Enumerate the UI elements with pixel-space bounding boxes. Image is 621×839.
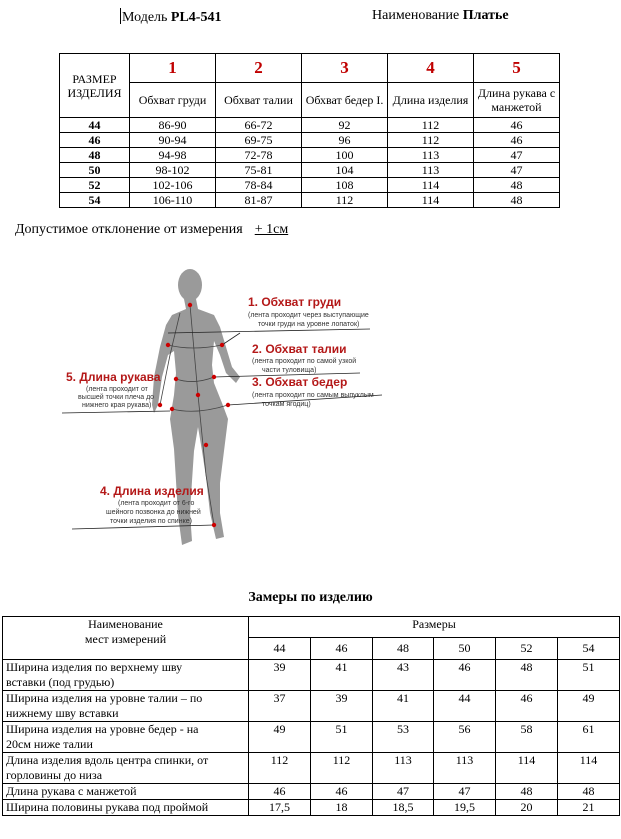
value-cell: 41 (311, 660, 373, 691)
value-cell: 66-72 (216, 118, 302, 133)
value-cell: 81-87 (216, 193, 302, 208)
column-label-chest: Обхват груди (130, 83, 216, 118)
table-row (3, 691, 620, 722)
value-cell: 104 (302, 163, 388, 178)
table-row (60, 178, 560, 193)
value-cell: 17,5 (249, 800, 311, 816)
value-cell: 53 (373, 722, 434, 753)
table-row (3, 660, 620, 691)
name-value: Платье (462, 8, 509, 23)
value-cell: 108 (302, 178, 388, 193)
table-row (60, 133, 560, 148)
value-cell: 94-98 (130, 148, 216, 163)
size-cell: 48 (60, 148, 130, 163)
label-chest-note-1: (лента проходит через выступающие (248, 312, 369, 319)
label-chest-note-2: точки груди на уровне лопаток) (258, 321, 360, 328)
measurement-name: Ширина половины рукава под проймой (3, 800, 249, 816)
size-header: РАЗМЕР ИЗДЕЛИЯ (60, 54, 130, 118)
measurements-title: Замеры по изделию (248, 590, 373, 605)
label-sleeve-note-2: высшей точки плеча до (78, 394, 155, 401)
value-cell: 86-90 (130, 118, 216, 133)
value-cell: 114 (558, 753, 620, 784)
measurement-name (3, 660, 249, 691)
value-cell: 96 (302, 133, 388, 148)
value-cell: 48 (496, 660, 558, 691)
table-row (60, 118, 560, 133)
model-code: PL4-541 (170, 10, 222, 25)
measurement-name-line-1: Длина изделия вдоль центра спинки, от (6, 753, 209, 767)
label-sleeve-note-3: нижнего края рукава) (82, 402, 152, 409)
value-cell: 112 (388, 133, 474, 148)
column-label-length: Длина изделия (388, 83, 474, 118)
label-hips (252, 375, 374, 408)
table-row (60, 163, 560, 178)
label-length-title: 4. Длина изделия (100, 484, 204, 498)
value-cell: 56 (434, 722, 496, 753)
value-cell: 39 (311, 691, 373, 722)
table-row (60, 193, 560, 208)
value-cell: 18 (311, 800, 373, 816)
measurement-figure (0, 255, 621, 555)
label-waist-title: 2. Обхват талии (252, 342, 347, 356)
measurement-name (3, 722, 249, 753)
value-cell: 102-106 (130, 178, 216, 193)
value-cell: 47 (474, 148, 560, 163)
value-cell: 69-75 (216, 133, 302, 148)
value-cell: 113 (434, 753, 496, 784)
measurement-name (3, 691, 249, 722)
column-number-2: 2 (216, 54, 302, 83)
value-cell: 46 (434, 660, 496, 691)
value-cell: 51 (311, 722, 373, 753)
measurement-name: Длина рукава с манжетой (3, 784, 249, 800)
column-label-waist: Обхват талии (216, 83, 302, 118)
size-header-cell: 52 (496, 638, 558, 660)
value-cell: 51 (558, 660, 620, 691)
label-sleeve-note-1: (лента проходит от (86, 386, 148, 393)
sizes-header: Размеры (249, 617, 620, 638)
value-cell: 48 (496, 784, 558, 800)
value-cell: 49 (558, 691, 620, 722)
value-cell: 48 (474, 178, 560, 193)
tolerance-value: + 1см (254, 222, 289, 237)
value-cell: 72-78 (216, 148, 302, 163)
measurement-name-line-1: Ширина изделия на уровне бедер - на (6, 722, 199, 736)
column-number-4: 4 (388, 54, 474, 83)
label-chest-title: 1. Обхват груди (248, 295, 342, 309)
garment-measurements-table (2, 616, 620, 816)
table-row (3, 784, 620, 800)
value-cell: 106-110 (130, 193, 216, 208)
size-cell: 52 (60, 178, 130, 193)
label-length-note-2: шейного позвонка до нижней (106, 509, 201, 516)
value-cell: 112 (249, 753, 311, 784)
value-cell: 43 (373, 660, 434, 691)
measurement-name-line-1: Ширина изделия на уровне талии – по (6, 691, 203, 705)
column-number-5: 5 (474, 54, 560, 83)
size-cell: 50 (60, 163, 130, 178)
size-header-cell: 44 (249, 638, 311, 660)
label-waist-note-1: (лента проходит по самой узкой (252, 358, 357, 365)
value-cell: 90-94 (130, 133, 216, 148)
value-cell: 18,5 (373, 800, 434, 816)
label-length-note-1: (лента проходит от 6-го (118, 500, 195, 507)
name-label: Наименование (372, 8, 460, 23)
size-cell: 44 (60, 118, 130, 133)
label-sleeve-title: 5. Длина рукава (66, 370, 161, 384)
tolerance-note (15, 222, 288, 238)
value-cell: 112 (388, 118, 474, 133)
value-cell: 113 (388, 148, 474, 163)
size-header-cell: 46 (311, 638, 373, 660)
value-cell: 21 (558, 800, 620, 816)
value-cell: 46 (311, 784, 373, 800)
value-cell: 46 (496, 691, 558, 722)
value-cell: 112 (311, 753, 373, 784)
measurement-name-line-2: 20см ниже талии (6, 737, 93, 751)
value-cell: 47 (434, 784, 496, 800)
value-cell: 41 (373, 691, 434, 722)
label-sleeve (66, 370, 161, 409)
measurement-name-line-2: вставки (под грудью) (6, 675, 115, 689)
label-waist (252, 342, 356, 374)
value-cell: 92 (302, 118, 388, 133)
value-cell: 48 (558, 784, 620, 800)
model-label: Модель (122, 10, 168, 25)
column-number-3: 3 (302, 54, 388, 83)
value-cell: 112 (302, 193, 388, 208)
label-waist-note-2: части туловища) (262, 367, 317, 374)
value-cell: 48 (474, 193, 560, 208)
table-row (3, 753, 620, 784)
value-cell: 46 (474, 133, 560, 148)
name-header-line-1: Наименование (88, 617, 163, 631)
measurement-name-line-2: нижнему шву вставки (6, 706, 119, 720)
name-header-line-2: мест измерений (84, 632, 167, 646)
name-line (372, 8, 509, 24)
value-cell: 113 (388, 163, 474, 178)
label-hips-title: 3. Обхват бедер (252, 375, 348, 389)
value-cell: 19,5 (434, 800, 496, 816)
value-cell: 39 (249, 660, 311, 691)
value-cell: 20 (496, 800, 558, 816)
text-cursor (120, 8, 121, 24)
model-line (120, 8, 221, 26)
value-cell: 98-102 (130, 163, 216, 178)
measurement-name-line-2: горловины до низа (6, 768, 103, 782)
column-label-hips: Обхват бедер I. (302, 83, 388, 118)
measurement-name-line-1: Ширина изделия по верхнему шву (6, 660, 183, 674)
value-cell: 58 (496, 722, 558, 753)
value-cell: 100 (302, 148, 388, 163)
size-chart-table (59, 53, 560, 208)
tolerance-text: Допустимое отклонение от измерения (15, 222, 243, 237)
label-hips-note-1: (лента проходит по самым выпуклым (252, 392, 374, 399)
table-row (3, 722, 620, 753)
value-cell: 114 (388, 178, 474, 193)
value-cell: 78-84 (216, 178, 302, 193)
size-header-cell: 54 (558, 638, 620, 660)
value-cell: 49 (249, 722, 311, 753)
value-cell: 75-81 (216, 163, 302, 178)
column-number-1: 1 (130, 54, 216, 83)
size-cell: 54 (60, 193, 130, 208)
value-cell: 44 (434, 691, 496, 722)
size-header-cell: 50 (434, 638, 496, 660)
size-cell: 46 (60, 133, 130, 148)
label-hips-note-2: точкам ягодиц) (262, 401, 311, 408)
column-label-sleeve: Длина рукава с манжетой (474, 83, 560, 118)
label-length (100, 484, 204, 525)
value-cell: 47 (373, 784, 434, 800)
value-cell: 114 (388, 193, 474, 208)
value-cell: 47 (474, 163, 560, 178)
measurement-name (3, 753, 249, 784)
size-header-cell: 48 (373, 638, 434, 660)
label-chest (248, 295, 369, 328)
value-cell: 37 (249, 691, 311, 722)
name-header (3, 617, 249, 660)
value-cell: 46 (249, 784, 311, 800)
table-row (3, 800, 620, 816)
value-cell: 113 (373, 753, 434, 784)
value-cell: 46 (474, 118, 560, 133)
table-row (60, 148, 560, 163)
value-cell: 114 (496, 753, 558, 784)
value-cell: 61 (558, 722, 620, 753)
label-length-note-3: точки изделия по спинке) (110, 518, 192, 525)
